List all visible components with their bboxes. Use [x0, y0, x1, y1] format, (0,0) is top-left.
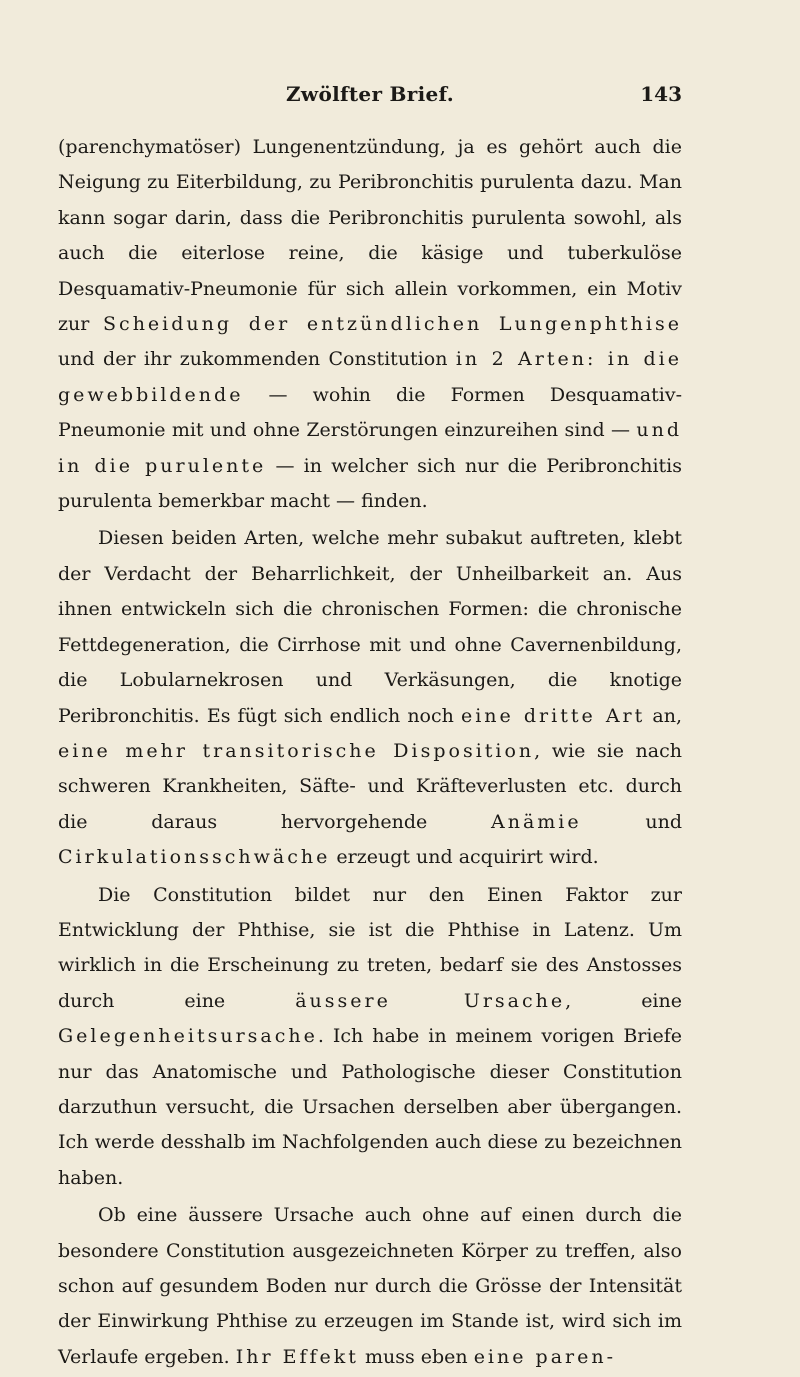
text-run: — in welcher sich nur die Peribronchitis purulenta bemerkbar macht — finden.	[58, 454, 682, 513]
emphasized-text: eine mehr transitorische Disposition	[58, 739, 535, 762]
text-run: erzeugt und acquirirt wird.	[330, 846, 599, 869]
emphasized-text: eine paren-	[473, 1345, 617, 1368]
text-run: . Ich habe in meinem vorigen Briefe nur das Anatomische und Pathologische dieser Constitution darzuthun versucht, die Ursachen derselben aber übergangen. Ich werde desshalb im Nachfolgenden auch diese zu bezeichnen haben.	[58, 1025, 682, 1189]
emphasized-text: Scheidung der entzündlichen Lungenphthise	[103, 313, 682, 336]
text-run: Diesen beiden Arten, welche mehr subakut auftreten, klebt der Verdacht der Beharrlichkeit, der Unheilbarkeit an. Aus ihnen entwickeln sich die chronischen Formen: die chronische Fettdegeneration, die Cirrhose mit und ohne Cavernenbildung, die Lobularnekrosen und Verkäsungen, die knotige Peribronchitis. Es fügt sich endlich noch	[58, 527, 682, 727]
text-run: , wie sie nach schweren Krankheiten, Säfte- und Kräfteverlusten etc. durch die daraus hervorgehende	[58, 739, 682, 833]
emphasized-text: und in die purulente	[58, 419, 682, 477]
text-run: (parenchymatöser) Lungenentzündung, ja es gehört auch die Neigung zu Eiterbildung, zu Peribronchitis purulenta dazu. Man kann sogar darin, dass die Peribronchitis purulenta sowohl, als auch die eiterlose reine, die käsige und tuberkulöse Desquamativ-Pneumonie für sich allein vorkommen, ein Motiv zur	[58, 136, 682, 336]
text-run: Ob eine äussere Ursache auch ohne auf einen durch die besondere Constitution ausgezeichneten Körper zu treffen, also schon auf gesundem Boden nur durch die Grösse der Intensität der Einwirkung Phthise zu erzeugen im Stande ist, wird sich im Verlaufe ergeben.	[58, 1204, 682, 1368]
emphasized-text: Gelegenheitsursache	[58, 1025, 318, 1048]
text-run: und der ihr zukommenden Constitution	[58, 348, 456, 371]
paragraph	[58, 521, 682, 875]
text-run: an,	[645, 704, 682, 727]
emphasized-text: eine dritte Art	[460, 704, 646, 727]
body-text	[58, 130, 682, 1377]
emphasized-text: äussere Ursache	[295, 989, 566, 1012]
text-run: und	[581, 810, 682, 833]
running-head: Zwölfter Brief.	[286, 82, 454, 106]
emphasized-text: in 2 Arten: in die gewebbildende	[58, 348, 682, 406]
text-run: , eine	[565, 989, 682, 1012]
page-header	[58, 82, 682, 112]
emphasized-text: Anämie	[490, 810, 582, 833]
paragraph	[58, 1198, 682, 1375]
page-number: 143	[640, 82, 682, 106]
paragraph	[58, 878, 682, 1197]
paragraph	[58, 130, 682, 519]
emphasized-text: Ihr Effekt	[235, 1345, 359, 1368]
text-run: — wohin die Formen Desquamativ-Pneumonie mit und ohne Zerstörungen einzureihen sind —	[58, 383, 682, 442]
text-run: muss eben	[358, 1345, 474, 1368]
text-run: Die Constitution bildet nur den Einen Faktor zur Entwicklung der Phthise, sie ist die Phthise in Latenz. Um wirklich in die Erscheinung zu treten, bedarf sie des Anstosses durch eine	[58, 883, 682, 1012]
emphasized-text: Cirkulationsschwäche	[58, 846, 331, 869]
